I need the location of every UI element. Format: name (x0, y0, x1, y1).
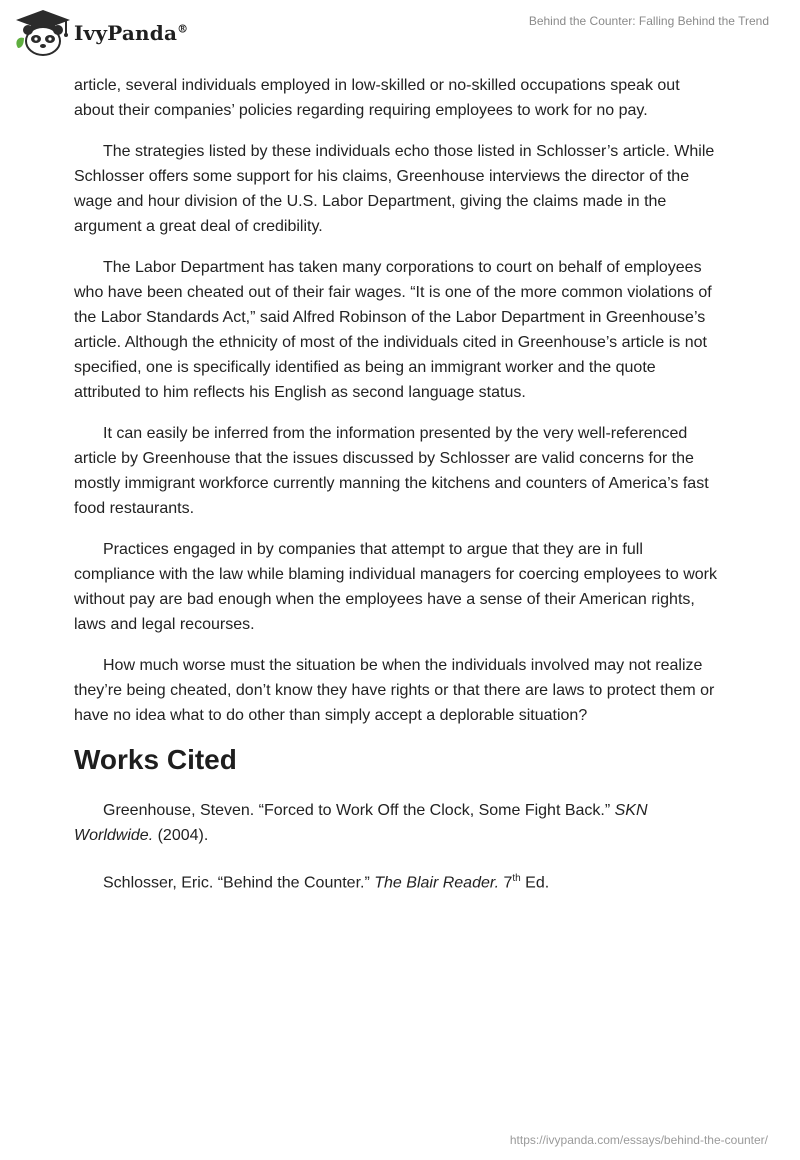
page-header (0, 0, 800, 70)
body-paragraph: Practices engaged in by companies that attempt to argue that they are in full compliance with the law while blaming individual managers for coercing employees to work without pay are bad enough when the employees have a sense of their American rights, laws and legal recourses. (74, 541, 717, 633)
brand-logo[interactable] (14, 8, 188, 58)
running-title: Behind the Counter: Falling Behind the Trend (528, 14, 769, 28)
works-cited-heading: Works Cited (74, 744, 237, 775)
body-paragraph: The strategies listed by these individuals echo those listed in Schlosser’s article. While Schlosser offers some support for his claims, Greenhouse interviews the director of the wage and hour division of the U.S. Labor Department, giving the claims made in the argument a great deal of credibility. (74, 143, 715, 235)
source-url[interactable]: https://ivypanda.com/essays/behind-the-counter/ (509, 1133, 768, 1147)
panda-graduation-cap-icon (14, 8, 72, 58)
brand-name: IvyPanda® (74, 21, 189, 45)
citation-entry: Schlosser, Eric. “Behind the Counter.” The Blair Reader. 7th Ed. (103, 873, 550, 892)
body-paragraph: It can easily be inferred from the information presented by the very well-referenced article by Greenhouse that the issues discussed by Schlosser are valid concerns for the mostly immigrant workforce currently manning the kitchens and counters of America’s fast food restaurants. (74, 425, 709, 517)
body-paragraph: article, several individuals employed in low-skilled or no-skilled occupations speak out about their companies’ policies regarding requiring employees to work for no pay. (74, 77, 680, 119)
document-body (74, 73, 724, 913)
body-paragraph: The Labor Department has taken many corporations to court on behalf of employees who have been cheated out of their fair wages. “It is one of the more common violations of the Labor Standards Act,” said Alfred Robinson of the Labor Department in Greenhouse’s article. Although the ethnicity of most of the individuals cited in Greenhouse’s article is not specified, one is specifically identified as being an immigrant worker and the quote attributed to him reflects his English as second language status. (74, 259, 712, 401)
citation-entry: Greenhouse, Steven. “Forced to Work Off the Clock, Some Fight Back.” SKN Worldwide. (2004). (74, 802, 648, 844)
body-paragraph: How much worse must the situation be when the individuals involved may not realize they’re being cheated, don’t know they have rights or that there are laws to protect them or have no idea what to do other than simply accept a deplorable situation? (74, 657, 715, 724)
